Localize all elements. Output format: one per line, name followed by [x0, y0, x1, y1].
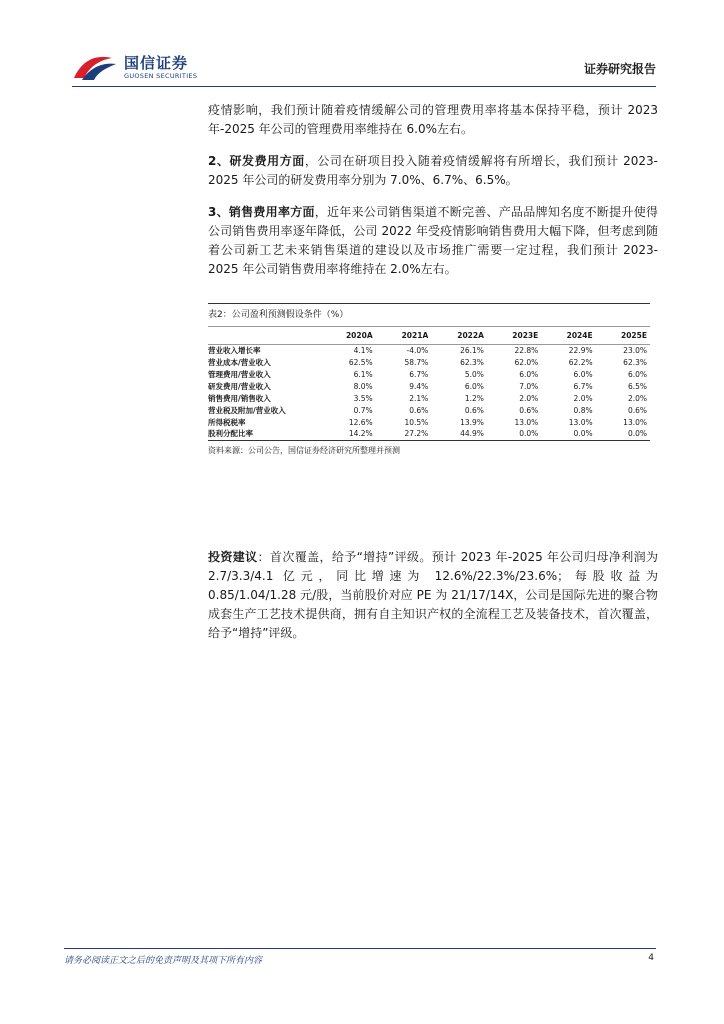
table-cell: 13.0%: [514, 417, 539, 427]
table-row: [208, 356, 650, 368]
row-label: 所得税税率: [208, 417, 246, 427]
table-cell: 0.0%: [596, 428, 650, 440]
column-header: 2022A: [431, 327, 487, 344]
row-label: 研发费用/营业收入: [208, 381, 271, 391]
table-cell: 6.1%: [353, 369, 373, 379]
page-header: [72, 50, 656, 86]
table-cell: 22.8%: [514, 345, 539, 355]
investment-advice-text: ：首次覆盖，给予“增持”评级。预计 2023 年-2025 年公司归母净利润为 2.7/3.3/4.1 亿元，同比增速为 12.6%/22.3%/23.6%；每股收益为 0.85/1.04/1.28 元/股，当前股价对应 PE 为 21/17/14X，公司是国际先进的聚合物成套生产工艺技术提供商，拥有自主知识产权的全流程工艺及装备技术，首次覆盖，给予“增持”评级。: [208, 550, 658, 640]
table-cell: 62.3%: [460, 357, 484, 367]
paragraph-investment-advice: [208, 548, 658, 643]
table-cell: 6.7%: [573, 381, 593, 391]
footer-disclaimer: 请务必阅读正文之后的免责声明及其项下所有内容: [64, 956, 263, 966]
table-cell: 3.5%: [353, 393, 373, 403]
assumptions-grid: [208, 327, 650, 441]
table-cell: 9.4%: [409, 381, 429, 391]
table-row: [208, 392, 650, 404]
table-cell: 62.2%: [568, 357, 593, 367]
table-cell: 0.6%: [627, 405, 647, 415]
sales-expense-heading: 3、销售费用率方面: [208, 205, 315, 219]
table-cell: 6.0%: [573, 369, 593, 379]
table-cell: 2.0%: [573, 393, 593, 403]
table-cell: 0.8%: [573, 405, 593, 415]
table-cell: 0.7%: [353, 405, 373, 415]
guosen-logo: [72, 50, 212, 86]
investment-advice-heading: 投资建议: [208, 550, 258, 564]
table-source-note: 资料来源：公司公告，国信证券经济研究所整理并预测: [208, 445, 400, 455]
table-cell: 0.6%: [409, 405, 429, 415]
table-cell: 1.2%: [464, 393, 484, 403]
row-label: 销售费用/销售收入: [208, 393, 271, 403]
table-cell: 7.0%: [519, 381, 539, 391]
report-type-label: 证券研究报告: [583, 62, 656, 76]
column-header: 2024E: [541, 327, 595, 344]
paragraph-sales-expense: [208, 203, 658, 279]
table-cell: 58.7%: [404, 357, 429, 367]
table-cell: 13.9%: [460, 417, 484, 427]
column-header: 2025E: [596, 327, 650, 344]
table-title: 表2：公司盈利预测假设条件（%）: [208, 310, 349, 320]
table-cell: 0.6%: [519, 405, 539, 415]
table-cell: 6.0%: [519, 369, 539, 379]
row-label: 营业税及附加/营业收入: [208, 405, 286, 415]
column-header: [208, 327, 320, 344]
table-row: [208, 416, 650, 428]
guosen-logo-icon: [72, 52, 118, 82]
table-cell: 5.0%: [464, 369, 484, 379]
column-header: 2023E: [487, 327, 541, 344]
logo-english-name: GUOSEN SECURITIES: [124, 72, 198, 80]
table-cell: 6.5%: [627, 381, 647, 391]
rnd-expense-heading: 2、研发费用方面: [208, 154, 305, 168]
table-cell: 6.0%: [627, 369, 647, 379]
table-cell: 2.1%: [409, 393, 429, 403]
table-cell: 13.0%: [568, 417, 593, 427]
paragraph-admin-expense-text: 疫情影响，我们预计随着疫情缓解公司的管理费用率将基本保持平稳，预计 2023 年-2025 年公司的管理费用率维持在 6.0%左右。: [208, 103, 658, 136]
table-cell: 0.0%: [541, 428, 595, 440]
column-header: 2021A: [376, 327, 432, 344]
table-cell: 13.0%: [623, 417, 647, 427]
table-cell: 14.2%: [320, 428, 376, 440]
table-row: [208, 404, 650, 416]
table-cell: 22.9%: [568, 345, 593, 355]
header-divider: [72, 86, 656, 87]
row-label: 股利分配比率: [208, 428, 320, 440]
row-label: 管理费用/营业收入: [208, 369, 271, 379]
paragraph-rnd-expense: [208, 152, 658, 190]
sales-expense-text: ，近年来公司销售渠道不断完善、产品品牌知名度不断提升使得公司销售费用率逐年降低，公司 2022 年受疫情影响销售费用大幅下降，但考虑到随着公司新工艺未来销售渠道的建设以及市场推广需要一定过程，我们预计 2023-2025 年公司销售费用率将维持在 2.0%左右。: [208, 205, 658, 276]
table-cell: 23.0%: [623, 345, 647, 355]
table-row: [208, 344, 650, 356]
paragraph-admin-expense: [208, 101, 658, 139]
forecast-assumptions-table: [208, 303, 650, 456]
table-row: [208, 368, 650, 380]
table-cell: 26.1%: [460, 345, 484, 355]
table-cell: 0.0%: [487, 428, 541, 440]
table-cell: 2.0%: [627, 393, 647, 403]
table-cell: 0.6%: [464, 405, 484, 415]
rnd-expense-text: ，公司在研项目投入随着疫情缓解将有所增长，我们预计 2023-2025 年公司的研发费用率分别为 7.0%、6.7%、6.5%。: [208, 154, 658, 187]
table-cell: 6.7%: [409, 369, 429, 379]
table-cell: -4.0%: [406, 345, 429, 355]
row-label: 营业成本/营业收入: [208, 357, 271, 367]
table-cell: 27.2%: [376, 428, 432, 440]
table-row: [208, 428, 650, 440]
page-number: 4: [648, 953, 654, 963]
table-row: [208, 380, 650, 392]
table-cell: 12.6%: [348, 417, 373, 427]
table-cell: 62.3%: [623, 357, 647, 367]
table-header-row: [208, 327, 650, 344]
logo-chinese-name: 国信证券: [124, 54, 189, 72]
column-header: 2020A: [320, 327, 376, 344]
table-cell: 10.5%: [404, 417, 429, 427]
table-cell: 4.1%: [353, 345, 373, 355]
table-cell: 2.0%: [519, 393, 539, 403]
table-cell: 44.9%: [431, 428, 487, 440]
table-cell: 62.0%: [514, 357, 539, 367]
table-cell: 6.0%: [464, 381, 484, 391]
footer-divider: [64, 948, 656, 949]
row-label: 营业收入增长率: [208, 345, 261, 355]
table-cell: 8.0%: [353, 381, 373, 391]
table-cell: 62.5%: [348, 357, 373, 367]
